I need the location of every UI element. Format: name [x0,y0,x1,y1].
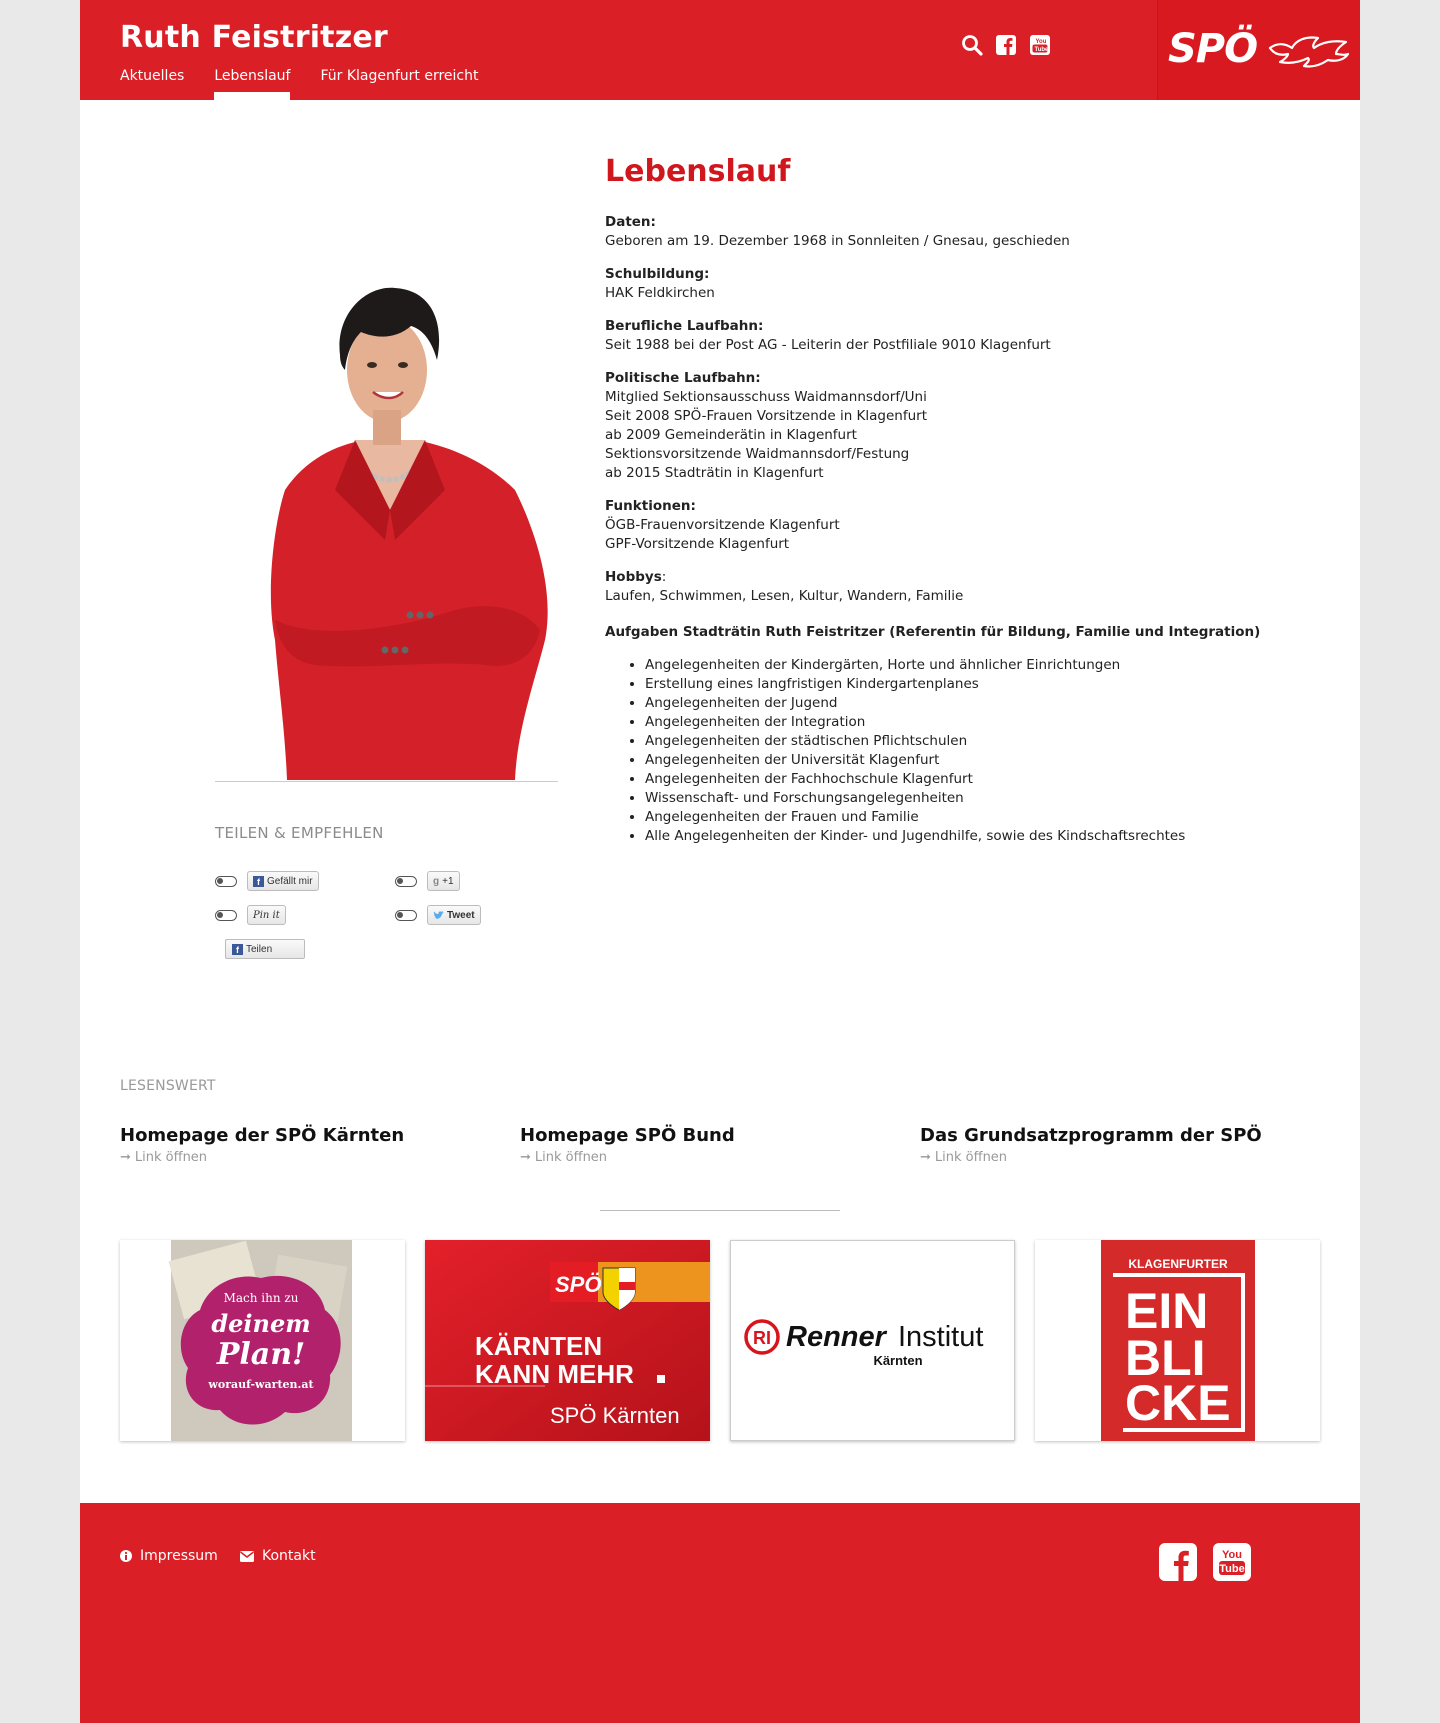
tasks-title: Aufgaben Stadträtin Ruth Feistritzer (Referentin für Bildung, Familie und Integration) [605,624,1261,640]
envelope-icon [240,1551,254,1562]
nav-aktuelles[interactable]: Aktuelles [120,68,185,84]
link-open[interactable] [120,1150,404,1165]
list-item: • Wissenschaft- und Forschungsangelegenheiten [645,789,1305,808]
lesenswert-item-title[interactable]: Homepage SPÖ Bund [520,1125,735,1146]
section-divider [600,1210,840,1211]
list-item: • Alle Angelegenheiten der Kinder- und Jugendhilfe, sowie des Kindschaftsrechtes [645,827,1305,846]
facebook-icon: f [253,876,264,887]
cv-section-label: Daten: [605,214,656,230]
cv-section-label: Berufliche Laufbahn: [605,318,764,334]
impressum-link[interactable] [120,1548,218,1564]
svg-text:Institut: Institut [898,1321,984,1353]
svg-text:EIN: EIN [1125,1283,1209,1339]
site-header [80,0,1360,100]
nav-lebenslauf[interactable]: Lebenslauf [214,68,290,100]
svg-text:Plan!: Plan! [216,1337,306,1372]
cv-section-line: ab 2015 Stadträtin in Klagenfurt [605,465,824,481]
cv-section-line: ÖGB-Frauenvorsitzende Klagenfurt [605,517,840,533]
facebook-like-label: Gefällt mir [267,875,313,887]
link-open-label: Link öffnen [134,1150,208,1165]
svg-text:KLAGENFURTER: KLAGENFURTER [1128,1257,1228,1271]
page [80,0,1360,1723]
banner-klagenfurter-einblicke[interactable] [1035,1240,1320,1441]
facebook-teilen-label: Teilen [246,943,273,955]
cv-section-line: Sektionsvorsitzende Waidmannsdorf/Festung [605,446,910,462]
list-item: • Angelegenheiten der Universität Klagenfurt [645,751,1305,770]
facebook-like-button[interactable] [247,871,319,891]
svg-text:RI: RI [753,1328,771,1348]
lesenswert-item-title[interactable]: Das Grundsatzprogramm der SPÖ [920,1125,1262,1146]
arrow-right-icon: ➞ [120,1150,131,1165]
svg-text:worauf-warten.at: worauf-warten.at [208,1378,314,1391]
list-item: • Angelegenheiten der Kindergärten, Horte und ähnlicher Einrichtungen [645,656,1305,675]
svg-text:Tube: Tube [1034,47,1049,53]
youtube-icon[interactable] [1029,34,1051,56]
twitter-bird-icon [433,911,444,920]
list-item: • Angelegenheiten der Jugend [645,694,1305,713]
facebook-like-toggle[interactable] [215,876,237,887]
google-plus-label: +1 [442,875,454,887]
svg-text:You: You [1222,1549,1242,1561]
cv-section [605,369,1305,483]
cv-section-line: Seit 1988 bei der Post AG - Leiterin der Postfiliale 9010 Klagenfurt [605,337,1051,353]
svg-text:Kärnten: Kärnten [873,1353,923,1368]
banner-worauf-warten[interactable] [120,1240,405,1441]
kontakt-label: Kontakt [262,1548,316,1564]
banner-renner-institut[interactable] [730,1240,1015,1441]
arrow-right-icon: ➞ [520,1150,531,1165]
main-nav [120,68,479,100]
tasks-list [605,656,1305,846]
banner-kaernten-graphic [425,1240,710,1441]
cv-sections [605,213,1305,606]
tweet-button[interactable] [427,905,481,925]
list-item: • Angelegenheiten der Fachhochschule Klagenfurt [645,770,1305,789]
svg-text:Tube: Tube [1219,1563,1245,1575]
banner-einblicke-graphic [1035,1240,1320,1441]
info-icon [120,1550,132,1562]
site-footer [80,1503,1360,1723]
google-plus-button[interactable] [427,871,460,891]
portrait-divider [215,781,558,782]
share-pinterest [215,905,286,925]
nav-fuer-klagenfurt[interactable]: Für Klagenfurt erreicht [320,68,479,84]
cv-section-label-suffix: : [661,569,667,585]
share-facebook-like [215,871,319,891]
pinterest-toggle[interactable] [215,910,237,921]
share-google-plus [395,871,460,891]
portrait-photo [215,260,560,780]
svg-text:SPÖ: SPÖ [555,1272,602,1297]
banner-renner-graphic [730,1240,1015,1441]
list-item: • Angelegenheiten der Integration [645,713,1305,732]
cv-section-label: Funktionen: [605,498,696,514]
svg-text:deinem: deinem [211,1309,311,1338]
facebook-icon: f [232,944,243,955]
cv-section [605,213,1305,251]
share-title: TEILEN & EMPFEHLEN [215,824,384,842]
svg-text:Mach ihn zu: Mach ihn zu [223,1291,299,1305]
list-item: • Angelegenheiten der städtischen Pflichtschulen [645,732,1305,751]
arrow-right-icon: ➞ [920,1150,931,1165]
header-icons [961,34,1051,56]
svg-text:BLI: BLI [1125,1330,1206,1386]
tweet-label: Tweet [447,909,475,921]
cv-section-line: HAK Feldkirchen [605,285,715,301]
youtube-icon[interactable] [1213,1543,1251,1581]
link-open[interactable] [520,1150,735,1165]
cv-section-line: Seit 2008 SPÖ-Frauen Vorsitzende in Klagenfurt [605,408,928,424]
svg-text:SPÖ Kärnten: SPÖ Kärnten [550,1403,680,1428]
svg-text:You: You [1035,39,1047,45]
banner-plan-graphic [120,1240,405,1441]
pinterest-button[interactable]: Pin it [247,905,286,925]
share-twitter [395,905,481,925]
search-icon[interactable] [961,34,983,56]
facebook-icon[interactable] [995,34,1017,56]
svg-text:KÄRNTEN: KÄRNTEN [475,1331,603,1361]
facebook-icon[interactable] [1159,1543,1197,1581]
google-plus-icon: g [433,875,440,887]
link-open[interactable] [920,1150,1262,1165]
spoe-logo-text: SPÖ [1168,26,1258,72]
cv-section [605,265,1305,303]
cv-section-label: Politische Laufbahn: [605,370,761,386]
cv-section-line: Geboren am 19. Dezember 1968 in Sonnleiten / Gnesau, geschieden [605,233,1070,249]
site-title[interactable]: Ruth Feistritzer [120,20,388,55]
list-item: • Angelegenheiten der Frauen und Familie [645,808,1305,827]
cv-section-line: Mitglied Sektionsausschuss Waidmannsdorf/Uni [605,389,927,405]
impressum-label: Impressum [140,1548,218,1564]
kontakt-link[interactable] [240,1548,316,1564]
share-facebook-teilen [225,939,305,959]
svg-text:KANN MEHR: KANN MEHR [475,1359,634,1389]
cv-section-label: Hobbys [605,569,662,585]
eagle-icon [1266,32,1352,72]
cv-section-line: ab 2009 Gemeinderätin in Klagenfurt [605,427,857,443]
link-open-label: Link öffnen [534,1150,608,1165]
lesenswert-item[interactable] [520,1125,735,1165]
lesenswert-title: LESENSWERT [120,1078,216,1094]
page-title: Lebenslauf [605,154,791,189]
cv-content [605,154,1305,846]
cv-section [605,497,1305,554]
list-item: • Erstellung eines langfristigen Kindergartenplanes [645,675,1305,694]
spoe-logo[interactable] [1157,0,1360,100]
lesenswert-item[interactable] [120,1125,404,1165]
lesenswert-item[interactable] [920,1125,1262,1165]
facebook-teilen-button[interactable] [225,939,305,959]
svg-text:Renner: Renner [786,1321,886,1353]
banner-kaernten-kann-mehr[interactable] [425,1240,710,1441]
link-open-label: Link öffnen [934,1150,1008,1165]
cv-section [605,568,1305,606]
cv-section-line: Laufen, Schwimmen, Lesen, Kultur, Wandern, Familie [605,588,964,604]
google-plus-toggle[interactable] [395,876,417,887]
svg-text:CKE: CKE [1125,1375,1231,1431]
lesenswert-item-title[interactable]: Homepage der SPÖ Kärnten [120,1125,405,1146]
cv-section-label: Schulbildung: [605,266,710,282]
twitter-toggle[interactable] [395,910,417,921]
cv-section [605,317,1305,355]
cv-section-line: GPF-Vorsitzende Klagenfurt [605,536,790,552]
